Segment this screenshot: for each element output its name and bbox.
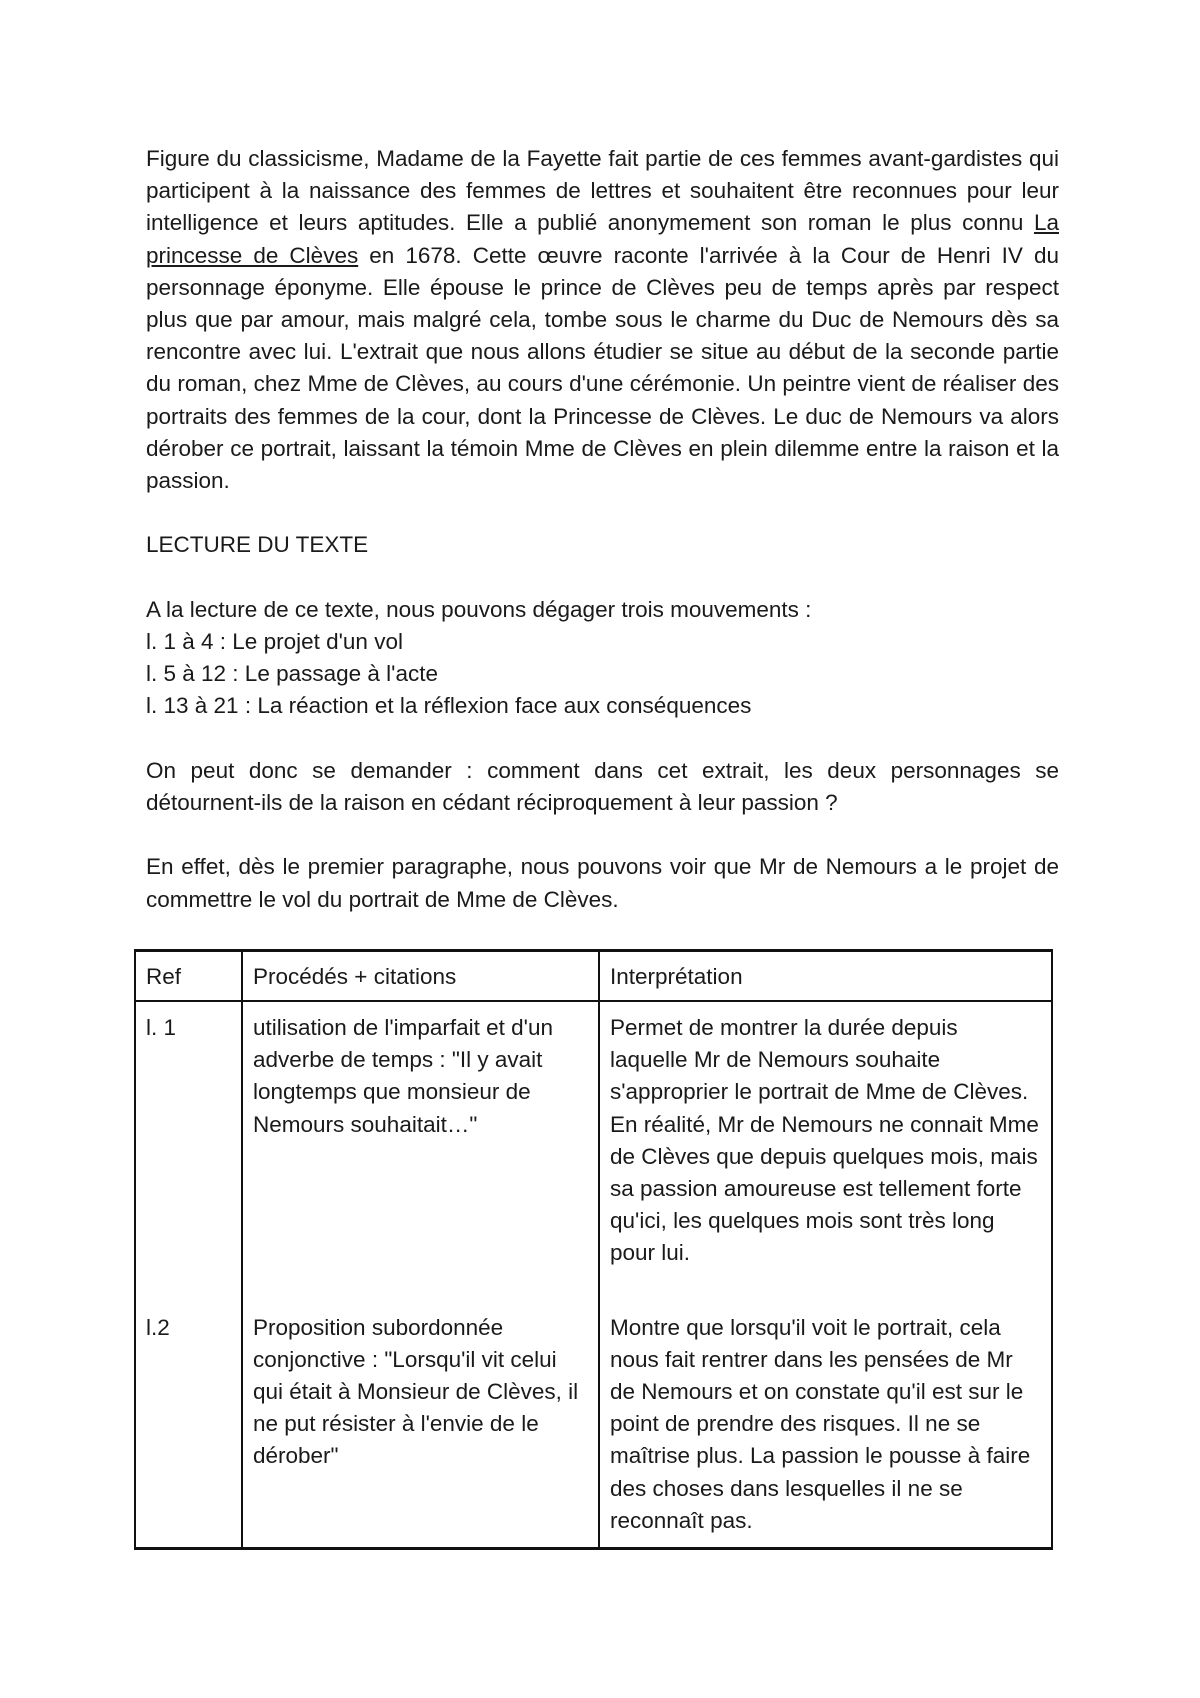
header-procedes: Procédés + citations bbox=[242, 951, 599, 1002]
section-heading: LECTURE DU TEXTE bbox=[146, 532, 369, 558]
cell-interpretation: Montre que lorsqu'il voit le portrait, cela nous fait rentrer dans les pensées de Mr de Nemours et on constate qu'il est sur le point de prendre des risques. Il ne se maîtrise plus. La passion le pousse à faire des choses dans lesquelles il ne se reconnaît pas. bbox=[599, 1302, 1052, 1549]
intro-paragraph bbox=[146, 143, 1059, 497]
transition-paragraph: En effet, dès le premier paragraphe, nous pouvons voir que Mr de Nemours a le projet de commettre le vol du portrait de Mme de Clèves. bbox=[146, 854, 1059, 912]
movements-intro: A la lecture de ce texte, nous pouvons dégager trois mouvements : bbox=[146, 596, 812, 622]
intro-text-before: Figure du classicisme, Madame de la Fayette fait partie de ces femmes avant-gardistes qui participent à la naissance des femmes de lettres et souhaitent être reconnues pour leur intelligence et leurs aptitudes. Elle a publié anonymement son roman le plus connu bbox=[146, 146, 1059, 236]
cell-procede: utilisation de l'imparfait et d'un adverbe de temps : "Il y avait longtemps que monsieur de Nemours souhaitait…" bbox=[242, 1001, 599, 1302]
paragraph-gap bbox=[146, 819, 1059, 851]
cell-interpretation: Permet de montrer la durée depuis laquelle Mr de Nemours souhaite s'approprier le portrait de Mme de Clèves. En réalité, Mr de Nemours ne connait Mme de Clèves que depuis quelques mois, mais sa passion amoureuse est tellement forte qu'ici, les quelques mois sont très long pour lui. bbox=[599, 1001, 1052, 1302]
cell-ref: l. 1 bbox=[135, 1001, 242, 1302]
header-ref: Ref bbox=[135, 951, 242, 1002]
analysis-table bbox=[134, 949, 1053, 1550]
paragraph-gap bbox=[146, 723, 1059, 755]
book-title: La princesse de Clèves bbox=[146, 210, 1059, 268]
table-header-row bbox=[135, 951, 1052, 1002]
movement-item: l. 1 à 4 : Le projet d'un vol bbox=[146, 629, 403, 655]
header-interpretation: Interprétation bbox=[599, 951, 1052, 1002]
cell-ref: l.2 bbox=[135, 1302, 242, 1549]
cell-procede: Proposition subordonnée conjonctive : "Lorsqu'il vit celui qui était à Monsieur de Clèves, il ne put résister à l'envie de le dérober" bbox=[242, 1302, 599, 1549]
document-body bbox=[146, 143, 1059, 916]
problematique-paragraph: On peut donc se demander : comment dans cet extrait, les deux personnages se détournent-ils de la raison en cédant réciproquement à leur passion ? bbox=[146, 757, 1059, 816]
table-row bbox=[135, 1001, 1052, 1302]
table-row bbox=[135, 1302, 1052, 1549]
paragraph-gap bbox=[146, 497, 1059, 529]
movement-item: l. 5 à 12 : Le passage à l'acte bbox=[146, 661, 438, 687]
movement-item: l. 13 à 21 : La réaction et la réflexion face aux conséquences bbox=[146, 693, 752, 719]
paragraph-gap bbox=[146, 562, 1059, 594]
intro-text-after: en 1678. Cette œuvre raconte l'arrivée à la Cour de Henri IV du personnage éponyme. Elle épouse le prince de Clèves peu de temps après par respect plus que par amour, mais malgré cela, tombe sous le charme du Duc de Nemours dès sa rencontre avec lui. L'extrait que nous allons étudier se situe au début de la seconde partie du roman, chez Mme de Clèves, au cours d'une cérémonie. Un peintre vient de réaliser des portraits des femmes de la cour, dont la Princesse de Clèves. Le duc de Nemours va alors dérober ce portrait, laissant la témoin Mme de Clèves en plein dilemme entre la raison et la passion. bbox=[146, 242, 1059, 494]
